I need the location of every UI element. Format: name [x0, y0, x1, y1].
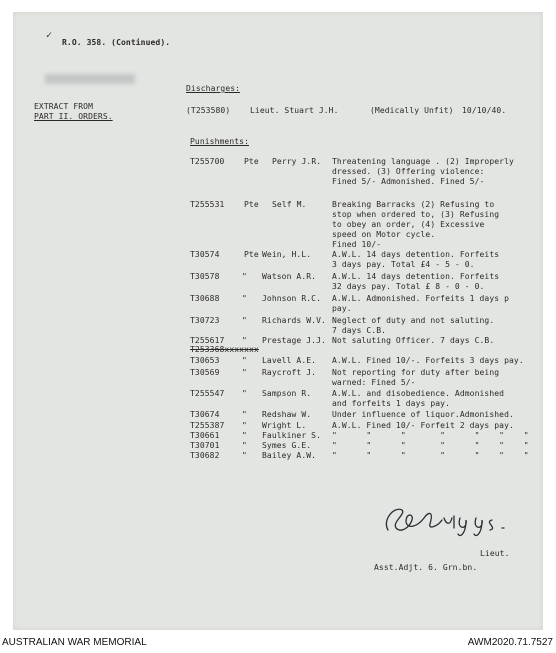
soldier-name: Wright L. [262, 421, 307, 430]
punishment-text: and forfeits 1 days pay. [332, 399, 450, 408]
soldier-name: Raycroft J. [262, 368, 317, 377]
punishment-text: 32 days pay. Total £ 8 - 0 - 0. [332, 282, 485, 291]
punishment-text: " " " " " " " [332, 431, 529, 440]
footer-accession: AWM2020.71.7527 [467, 637, 553, 648]
punishment-text: speed on Motor cycle. [332, 230, 436, 239]
rank: Pte [244, 250, 259, 259]
discharges-heading: Discharges: [186, 84, 241, 93]
rank: " [242, 421, 247, 430]
service-number: T30688 [190, 294, 220, 303]
rank: Pte [244, 157, 259, 166]
extract-line-2: PART II. ORDERS. [34, 112, 113, 121]
punishments-heading: Punishments: [190, 137, 249, 146]
punishment-text: 7 days C.B. [332, 326, 387, 335]
rank: " [242, 368, 247, 377]
service-number: T255387 [190, 421, 225, 430]
service-number: T30569 [190, 368, 220, 377]
footer-institution: AUSTRALIAN WAR MEMORIAL [2, 637, 147, 648]
soldier-name: Richards W.V. [262, 316, 326, 325]
punishment-text: dressed. (3) Offering violence: [332, 167, 485, 176]
service-number: T255700 [190, 157, 225, 166]
soldier-name: Lavell A.E. [262, 356, 317, 365]
soldier-name: Perry J.R. [272, 157, 322, 166]
punishment-text: " " " " " " " [332, 441, 529, 450]
soldier-name: Wein, H.L. [262, 250, 312, 259]
punishment-text: A.W.L. Admonished. Forfeits 1 days p [332, 294, 509, 303]
punishment-text: Neglect of duty and not saluting. [332, 316, 495, 325]
punishment-text: stop when ordered to, (3) Refusing [332, 210, 500, 219]
rank: Pte [244, 200, 259, 209]
punishment-text: Under influence of liquor.Admonished. [332, 410, 514, 419]
rank: " [242, 356, 247, 365]
punishment-text: Not reporting for duty after being [332, 368, 500, 377]
signature [380, 500, 520, 540]
service-number: T255617 [190, 336, 225, 345]
discharge-date: 10/10/40. [462, 106, 507, 115]
rank: " [242, 272, 247, 281]
punishment-text: A.W.L. Fined 10/- Forfeit 2 days pay. [332, 421, 514, 430]
rank: " [242, 336, 247, 345]
tick-mark-icon: ✓ [46, 30, 53, 41]
service-number: T255531 [190, 200, 225, 209]
struck-number: T253368xxxxxxx [190, 345, 259, 354]
service-number: T30578 [190, 272, 220, 281]
redacted-mark [45, 74, 135, 84]
punishment-text: A.W.L. 14 days detention. Forfeits [332, 250, 500, 259]
rank: " [242, 294, 247, 303]
punishment-text: warned: Fined 5/- [332, 378, 416, 387]
service-number: T255547 [190, 389, 225, 398]
punishment-text: pay. [332, 304, 352, 313]
service-number: T30723 [190, 316, 220, 325]
discharge-number: (T253580) [186, 106, 231, 115]
punishment-text: 3 days pay. Total £4 - 5 - 0. [332, 260, 475, 269]
signatory-title: Asst.Adjt. 6. Grn.bn. [374, 563, 478, 572]
service-number: T30653 [190, 356, 220, 365]
extract-line-1: EXTRACT FROM [34, 102, 93, 111]
punishment-text: Fined 5/- Admonished. Fined 5/- [332, 177, 485, 186]
soldier-name: Johnson R.C. [262, 294, 321, 303]
rank: " [242, 410, 247, 419]
punishment-text: A.W.L. Fined 10/-. Forfeits 3 days pay. [332, 356, 524, 365]
rank: " [242, 441, 247, 450]
punishment-text: Fined 10/- [332, 240, 382, 249]
service-number: T30661 [190, 431, 220, 440]
discharge-reason: (Medically Unfit) [370, 106, 454, 115]
punishment-text: to obey an order, (4) Excessive [332, 220, 485, 229]
punishment-text: Breaking Barracks (2) Refusing to [332, 200, 495, 209]
service-number: T30701 [190, 441, 220, 450]
service-number: T30674 [190, 410, 220, 419]
punishment-text: A.W.L. and disobedience. Admonished [332, 389, 505, 398]
service-number: T30574 [190, 250, 220, 259]
order-reference: R.O. 358. (Continued). [62, 38, 171, 47]
punishment-text: Not saluting Officer. 7 days C.B. [332, 336, 495, 345]
rank: " [242, 451, 247, 460]
punishment-text: A.W.L. 14 days detention. Forfeits [332, 272, 500, 281]
signatory-rank: Lieut. [480, 549, 510, 558]
soldier-name: Bailey A.W. [262, 451, 317, 460]
soldier-name: Redshaw W. [262, 410, 312, 419]
soldier-name: Faulkiner S. [262, 431, 321, 440]
rank: " [242, 316, 247, 325]
service-number: T30682 [190, 451, 220, 460]
rank: " [242, 431, 247, 440]
punishment-text: " " " " " " " [332, 451, 529, 460]
soldier-name: Prestage J.J. [262, 336, 326, 345]
soldier-name: Watson A.R. [262, 272, 317, 281]
soldier-name: Symes G.E. [262, 441, 312, 450]
soldier-name: Self M. [272, 200, 307, 209]
punishment-text: Threatening language . (2) Improperly [332, 157, 514, 166]
discharge-name: Lieut. Stuart J.H. [250, 106, 339, 115]
rank: " [242, 389, 247, 398]
soldier-name: Sampson R. [262, 389, 312, 398]
